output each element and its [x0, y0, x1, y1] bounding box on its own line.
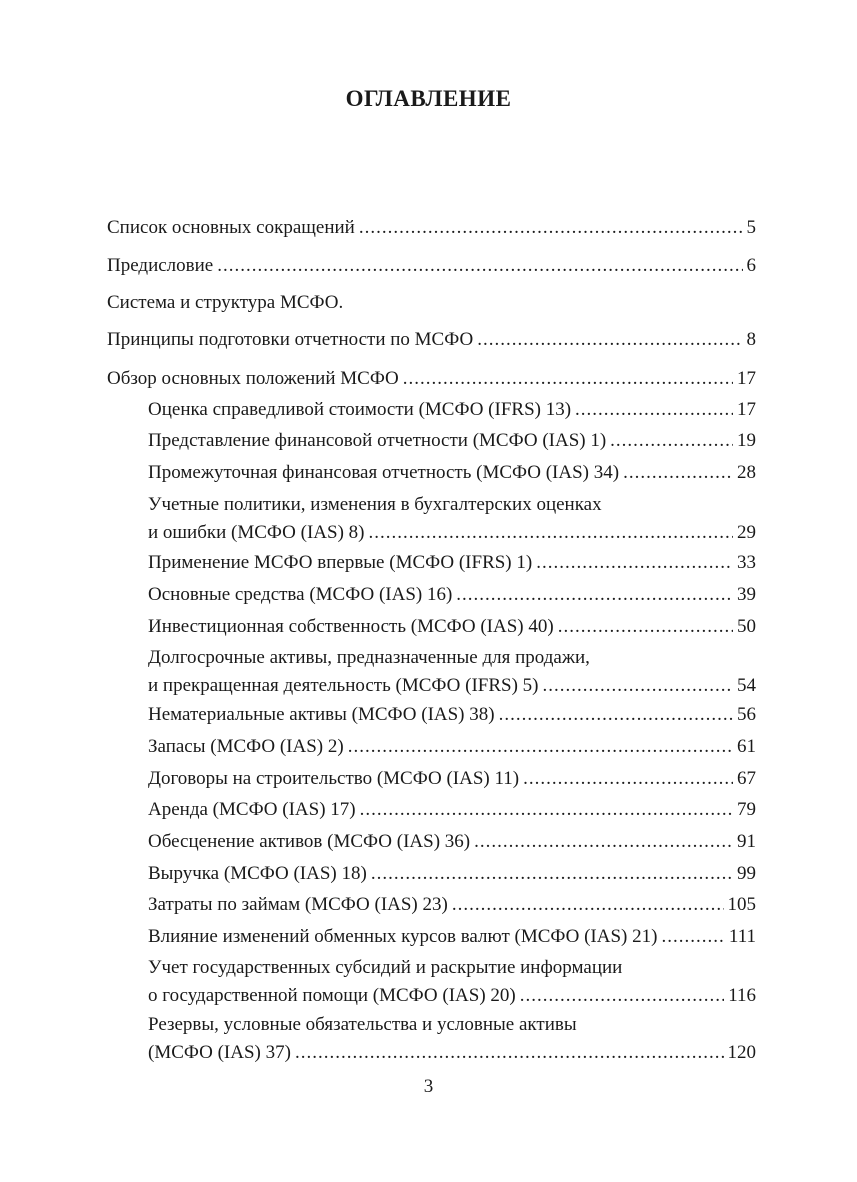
toc-entry-label: Инвестиционная собственность (МСФО (IAS) 40): [148, 616, 554, 637]
leader-dots: [477, 328, 742, 352]
toc-subentry[interactable]: [148, 615, 756, 639]
toc-entry-label: Предисловие: [107, 255, 214, 276]
leader-dots: [403, 367, 733, 391]
toc-entry-label: Обесценение активов (МСФО (IAS) 36): [148, 831, 471, 852]
toc-subentry[interactable]: [148, 767, 756, 791]
toc-entry-label: Нематериальные активы (МСФО (IAS) 38): [148, 704, 495, 725]
toc-entry-label: Договоры на строительство (МСФО (IAS) 11): [148, 768, 520, 789]
toc-entry-page: 116: [728, 985, 756, 1006]
toc-entry-page: 67: [737, 768, 756, 789]
leader-dots: [623, 461, 733, 485]
toc-entry-label: Представление финансовой отчетности (МСФО (IAS) 1): [148, 430, 607, 451]
toc-subentry[interactable]: [148, 956, 756, 1008]
toc-subentry[interactable]: [148, 830, 756, 854]
leader-dots: [348, 735, 733, 759]
toc-entry-label: и прекращенная деятельность (МСФО (IFRS) 5): [148, 675, 539, 696]
leader-dots: [543, 674, 734, 698]
leader-dots: [360, 798, 733, 822]
toc-entry-label: Список основных сокращений: [107, 217, 355, 238]
toc-subentry[interactable]: [148, 862, 756, 886]
toc-entry-page: 111: [728, 926, 756, 947]
leader-dots: [474, 830, 733, 854]
leader-dots: [575, 398, 733, 422]
toc-subentry[interactable]: [148, 925, 756, 949]
leader-dots: [661, 925, 724, 949]
toc-entry-label: Запасы (МСФО (IAS) 2): [148, 736, 344, 757]
toc-entry[interactable]: [107, 216, 756, 240]
toc-subentry[interactable]: [148, 703, 756, 727]
toc-entry[interactable]: [107, 328, 756, 352]
toc-entry-label-line1: Долгосрочные активы, предназначенные для продажи,: [148, 647, 590, 668]
toc-entry-label: Применение МСФО впервые (МСФО (IFRS) 1): [148, 552, 533, 573]
toc-entry-label: Влияние изменений обменных курсов валют (МСФО (IAS) 21): [148, 926, 658, 947]
toc-entry-page: 8: [746, 329, 756, 350]
toc-entry-page: 39: [737, 584, 756, 605]
leader-dots: [558, 615, 733, 639]
leader-dots: [371, 862, 733, 886]
toc-entry-label: Принципы подготовки отчетности по МСФО: [107, 329, 474, 350]
toc-entry-label: о государственной помощи (МСФО (IAS) 20): [148, 985, 516, 1006]
toc-entry-page: 50: [737, 616, 756, 637]
toc-entry-label: Затраты по займам (МСФО (IAS) 23): [148, 894, 448, 915]
toc-subentry[interactable]: [148, 493, 756, 545]
toc-entry-label: Обзор основных положений МСФО: [107, 368, 399, 389]
leader-dots: [610, 429, 733, 453]
toc-entry-label-line1: Учет государственных субсидий и раскрытие информации: [148, 957, 623, 978]
toc-entry-page: 17: [737, 399, 756, 420]
toc-entry-label: Промежуточная финансовая отчетность (МСФО (IAS) 34): [148, 462, 620, 483]
toc-entry-page: 33: [737, 552, 756, 573]
toc-entry-page: 56: [737, 704, 756, 725]
toc-entry-page: 91: [737, 831, 756, 852]
toc-entry-page: 120: [727, 1042, 756, 1063]
toc-entry-page: 54: [737, 675, 756, 696]
leader-dots: [523, 767, 733, 791]
leader-dots: [536, 551, 733, 575]
toc-entry[interactable]: [107, 367, 756, 391]
leader-dots: [369, 521, 734, 545]
toc-entry[interactable]: [107, 291, 756, 315]
toc-entry-label: и ошибки (МСФО (IAS) 8): [148, 522, 365, 543]
toc-entry-page: 29: [737, 522, 756, 543]
toc-subentry[interactable]: [148, 429, 756, 453]
leader-dots: [217, 254, 742, 278]
leader-dots: [359, 216, 743, 240]
toc-entry-label: Основные средства (МСФО (IAS) 16): [148, 584, 453, 605]
page-title: ОГЛАВЛЕНИЕ: [345, 86, 512, 111]
toc-entry-page: 105: [727, 894, 756, 915]
toc-entry-label: Выручка (МСФО (IAS) 18): [148, 863, 367, 884]
toc-entry-page: 79: [737, 799, 756, 820]
toc-entry-page: 61: [737, 736, 756, 757]
toc-entry-label: Оценка справедливой стоимости (МСФО (IFRS) 13): [148, 399, 572, 420]
leader-dots: [499, 703, 733, 727]
toc-entry[interactable]: [107, 254, 756, 278]
toc-entry-label-line1: Резервы, условные обязательства и условные активы: [148, 1014, 577, 1035]
leader-dots: [295, 1041, 724, 1065]
toc-subentry[interactable]: [148, 893, 756, 917]
toc-subentry[interactable]: [148, 398, 756, 422]
toc-subentry[interactable]: [148, 583, 756, 607]
page-number: 3: [423, 1076, 434, 1097]
toc-subentry[interactable]: [148, 1013, 756, 1065]
toc-entry-page: 5: [746, 217, 756, 238]
toc-subentry[interactable]: [148, 735, 756, 759]
toc-entry-page: 19: [737, 430, 756, 451]
toc-subentry[interactable]: [148, 551, 756, 575]
toc-entry-label: Аренда (МСФО (IAS) 17): [148, 799, 356, 820]
toc-entry-label-line1: Учетные политики, изменения в бухгалтерских оценках: [148, 494, 602, 515]
toc-subentry[interactable]: [148, 646, 756, 698]
leader-dots: [452, 893, 724, 917]
toc-entry-page: 28: [737, 462, 756, 483]
toc-entry-page: 17: [737, 368, 756, 389]
leader-dots: [520, 984, 724, 1008]
toc-entry-page: 6: [746, 255, 756, 276]
toc-subentry[interactable]: [148, 798, 756, 822]
toc-subentry[interactable]: [148, 461, 756, 485]
toc-entry-label: Система и структура МСФО.: [107, 292, 344, 313]
toc-entry-page: 99: [737, 863, 756, 884]
leader-dots: [456, 583, 733, 607]
toc-entry-label: (МСФО (IAS) 37): [148, 1042, 291, 1063]
